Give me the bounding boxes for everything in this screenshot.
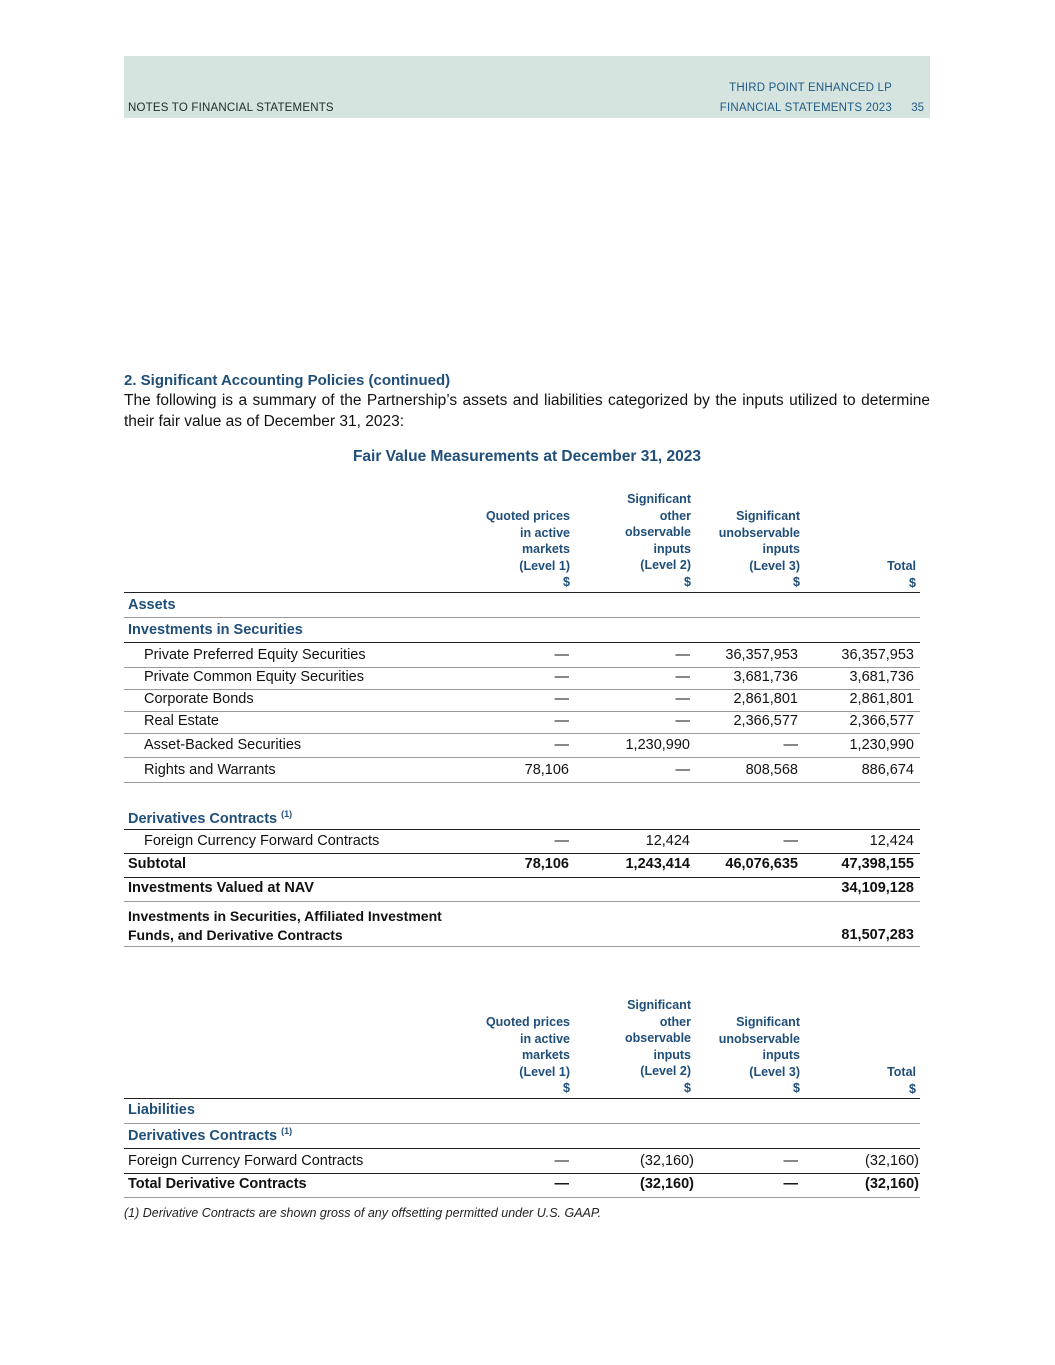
grand-label-line: Funds, and Derivative Contracts (128, 927, 343, 943)
col-header-level2 (590, 997, 691, 1096)
row-label: Foreign Currency Forward Contracts (144, 833, 380, 849)
row-label: Private Preferred Equity Securities (144, 647, 366, 663)
rule (124, 1123, 920, 1124)
cell-level3: 46,076,635 (725, 856, 798, 872)
col-header-line: unobservable (718, 1031, 800, 1046)
cell-total: 12,424 (869, 833, 914, 849)
col-header-line: Significant (627, 998, 691, 1012)
col-header-line: Significant (627, 492, 691, 506)
col-header-line: inputs (762, 542, 800, 556)
cell-total: 36,357,953 (841, 647, 914, 663)
footnote: (1) Derivative Contracts are shown gross of any offsetting permitted under U.S. GAAP. (124, 1206, 602, 1220)
rule (124, 1197, 920, 1198)
rule (124, 1173, 920, 1174)
section-title: 2. Significant Accounting Policies (continued) (124, 372, 451, 389)
cell-level2: — (675, 713, 690, 729)
row-label: Foreign Currency Forward Contracts (128, 1153, 364, 1169)
row-label: Subtotal (128, 856, 186, 872)
cell-level2: — (675, 669, 690, 685)
rule (124, 877, 920, 878)
rule (124, 853, 920, 854)
footnote-mark: (1) (281, 809, 293, 819)
cell-level1: — (554, 713, 569, 729)
rule (124, 901, 920, 902)
col-header-line: in active (519, 1031, 570, 1046)
cell-level2: 12,424 (645, 833, 690, 849)
rule (124, 642, 920, 643)
col-header-line: Significant (736, 1015, 800, 1029)
cell-level3: 2,366,577 (733, 713, 798, 729)
cell-level2: (32,160) (639, 1176, 694, 1192)
col-header-line: $ (909, 1081, 916, 1096)
derivatives-label (128, 1126, 292, 1144)
col-header-level1 (470, 1014, 570, 1097)
row-label: Real Estate (144, 713, 219, 729)
col-header-line: other (659, 508, 691, 523)
row-label: Total Derivative Contracts (128, 1176, 307, 1192)
footnote-mark: (1) (281, 1126, 293, 1136)
page-header (124, 56, 930, 118)
col-header-line: $ (909, 575, 916, 590)
cell-total: (32,160) (864, 1153, 919, 1169)
cell-level3: — (783, 737, 798, 753)
header-document: FINANCIAL STATEMENTS 2023 (719, 102, 892, 114)
cell-total: 34,109,128 (841, 880, 914, 896)
cell-total: 2,366,577 (849, 713, 914, 729)
cell-level3: 36,357,953 (725, 647, 798, 663)
row-label: Asset-Backed Securities (144, 737, 302, 753)
rule (124, 711, 920, 712)
row-label: Corporate Bonds (144, 691, 254, 707)
col-header-line: Quoted prices (485, 1015, 570, 1029)
header-section-label: NOTES TO FINANCIAL STATEMENTS (128, 102, 334, 114)
col-header-level3 (700, 508, 800, 591)
cell-level3: — (783, 1153, 798, 1169)
col-header-line: observable (624, 525, 691, 539)
rule (124, 829, 920, 830)
cell-total: (32,160) (864, 1176, 919, 1192)
cell-level1: — (554, 1176, 569, 1192)
row-label: Rights and Warrants (144, 762, 276, 778)
derivatives-label-text: Derivatives Contracts (128, 1127, 278, 1144)
rule (124, 689, 920, 690)
col-header-level1 (470, 508, 570, 591)
col-header-line: $ (684, 1080, 691, 1095)
rule (124, 1098, 920, 1099)
cell-level3: 2,861,801 (733, 691, 798, 707)
cell-level1: — (554, 647, 569, 663)
cell-level2: 1,230,990 (625, 737, 690, 753)
cell-total: 3,681,736 (849, 669, 914, 685)
rule (124, 617, 920, 618)
cell-total: 2,861,801 (849, 691, 914, 707)
col-header-line: Significant (736, 509, 800, 523)
col-header-line: Total (887, 559, 916, 573)
col-header-line: (Level 3) (749, 558, 800, 573)
col-header-line: inputs (762, 1048, 800, 1062)
col-header-line: (Level 1) (519, 1064, 570, 1079)
cell-total: 1,230,990 (849, 737, 914, 753)
header-company: THIRD POINT ENHANCED LP (729, 82, 892, 94)
row-label: Private Common Equity Securities (144, 669, 364, 685)
col-header-line: other (659, 1014, 691, 1029)
cell-level3: 808,568 (745, 762, 798, 778)
cell-level2: (32,160) (639, 1153, 694, 1169)
rule (124, 733, 920, 734)
col-header-line: (Level 2) (640, 1064, 691, 1078)
col-header-line: $ (684, 574, 691, 589)
col-header-total (820, 1064, 916, 1097)
cell-level2: — (675, 647, 690, 663)
cell-level1: — (554, 833, 569, 849)
col-header-line: $ (793, 575, 800, 589)
col-header-line: inputs (653, 1047, 691, 1062)
col-header-line: inputs (653, 541, 691, 556)
cell-level1: — (554, 691, 569, 707)
intro-paragraph: The following is a summary of the Partnership’s assets and liabilities categorized by the inputs utilized to determine their fair value as of December 31, 2023: (124, 392, 930, 430)
cell-total: 81,507,283 (841, 927, 914, 943)
col-header-line: markets (522, 1048, 570, 1062)
derivatives-label-text: Derivatives Contracts (128, 810, 278, 827)
cell-level3: — (783, 833, 798, 849)
cell-level2: — (675, 762, 690, 778)
col-header-line: in active (519, 525, 570, 540)
cell-level2: — (675, 691, 690, 707)
cell-level1: 78,106 (524, 762, 569, 778)
rule (124, 946, 920, 947)
rule (124, 757, 920, 758)
cell-level1: — (554, 669, 569, 685)
col-header-total (820, 558, 916, 591)
col-header-line: $ (563, 1081, 570, 1095)
col-header-line: (Level 3) (749, 1064, 800, 1079)
rule (124, 592, 920, 593)
table-title: Fair Value Measurements at December 31, 2023 (352, 448, 702, 465)
col-header-line: $ (793, 1081, 800, 1095)
col-header-line: (Level 2) (640, 558, 691, 572)
cell-total: 47,398,155 (841, 856, 914, 872)
col-header-level3 (700, 1014, 800, 1097)
cell-level3: — (783, 1176, 798, 1192)
assets-label: Assets (128, 597, 176, 613)
col-header-line: observable (624, 1031, 691, 1045)
col-header-line: $ (563, 575, 570, 589)
liabilities-label: Liabilities (128, 1102, 195, 1118)
col-header-line: Quoted prices (485, 509, 570, 523)
col-header-line: Total (887, 1065, 916, 1079)
rule (124, 1148, 920, 1149)
col-header-line: markets (522, 542, 570, 556)
rule (124, 667, 920, 668)
row-label: Investments Valued at NAV (128, 880, 314, 896)
col-header-line: unobservable (718, 525, 800, 540)
cell-total: 886,674 (861, 762, 914, 778)
grand-label-line: Investments in Securities, Affiliated Investment (128, 908, 442, 924)
row-label (128, 907, 442, 945)
col-header-line: (Level 1) (519, 558, 570, 573)
rule (124, 782, 920, 783)
cell-level2: 1,243,414 (625, 856, 690, 872)
cell-level3: 3,681,736 (733, 669, 798, 685)
cell-level1: — (554, 1153, 569, 1169)
cell-level1: — (554, 737, 569, 753)
page-number: 35 (911, 102, 924, 114)
investments-label: Investments in Securities (128, 622, 303, 638)
col-header-level2 (590, 491, 691, 590)
derivatives-label (128, 809, 292, 827)
cell-level1: 78,106 (524, 856, 569, 872)
